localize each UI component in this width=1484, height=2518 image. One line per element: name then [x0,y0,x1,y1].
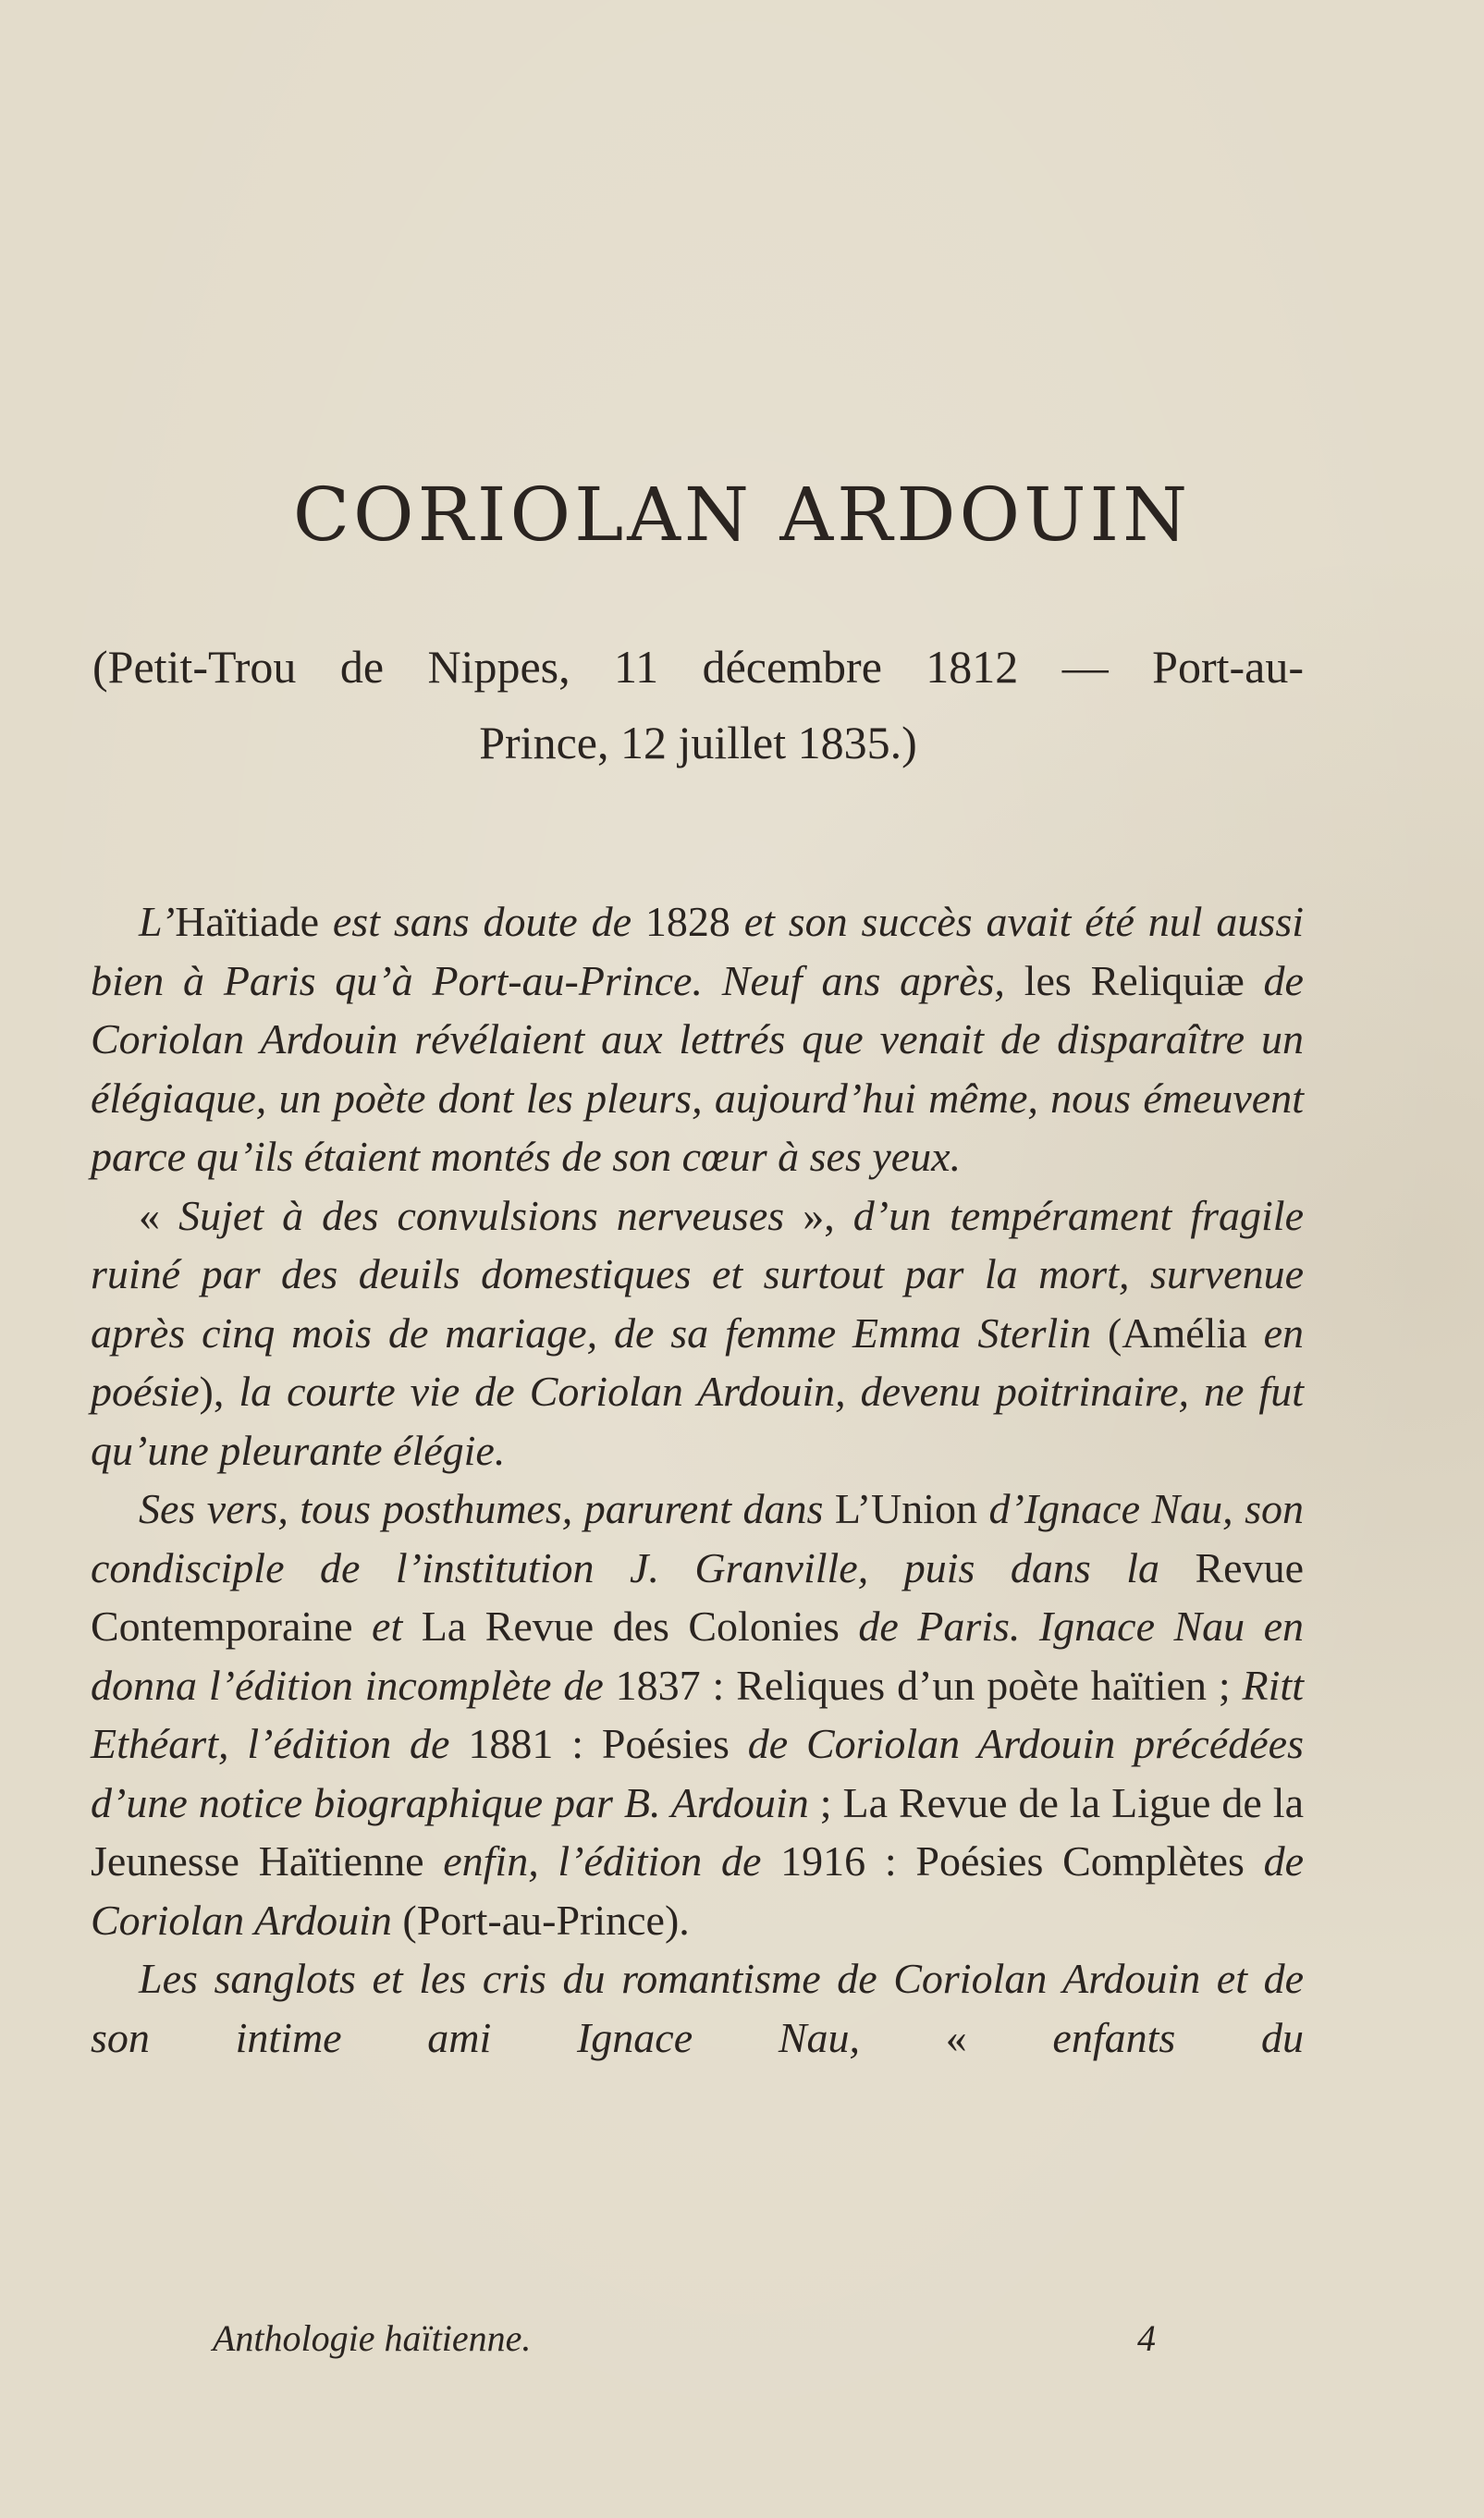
text-run: 1916 : Poésies Complètes [780,1837,1264,1885]
text-run: les Reliquiæ [1024,956,1245,1004]
text-run: ; La Revue de la Ligue de la Jeunesse Haïtienne [91,1778,1304,1885]
author-dates [92,629,1304,780]
text-run: Revue Contemporaine [91,1543,1304,1650]
page-number: 4 [1137,2317,1156,2359]
text-run: et son succès avait été nul aussi bien à Paris qu’à Port-au-Prince. Neuf ans après, [91,898,1305,1004]
text-run: d’un tempérament fragile ruiné par des deuils domestiques et surtout par la mort, survenue après cinq mois de mariage, de sa femme Emma Sterlin [91,1191,1305,1357]
text-run: Haïtiade [175,898,320,945]
text-run: », [784,1191,853,1239]
running-footer-title: Anthologie haïtienne. [213,2317,532,2359]
text-run: ), [199,1368,239,1415]
text-run: L’ [139,898,176,945]
text-run: en poésie [91,1308,1305,1415]
page-title: CORIOLAN ARDOUIN [292,472,1192,558]
text-run: La Revue des Colonies [421,1603,840,1650]
biography-text [91,892,1304,2067]
author-dates-line-2: Prince, 12 juillet 1835.) [479,717,917,768]
text-run: Ses vers, tous posthumes, parurent dans [139,1485,835,1532]
text-run: de Coriolan Ardouin révélaient aux lettrés que venait de disparaître un élégiaque, un poète dont les pleurs, aujourd’hui même, nous émeuvent parce qu’ils étaient montés de son cœur à ses yeux. [91,956,1304,1180]
text-run: enfants du [1052,2013,1304,2061]
text-run: 1828 [644,898,730,945]
text-run: L’Union [834,1485,978,1532]
text-run: d’Ignace Nau, son condisciple de l’institution J. Granville, puis dans la [91,1485,1304,1591]
text-run: Sujet à des convulsions nerveuses [178,1191,785,1239]
text-run: (Port-au-Prince). [391,1896,690,1944]
text-run: la courte vie de Coriolan Ardouin, devenu poitrinaire, ne fut qu’une pleurante élégie. [91,1368,1304,1474]
text-run: « [945,2013,1053,2061]
paragraph-1 [91,892,1304,1186]
text-run: de Paris. Ignace Nau en donna l’édition incomplète de [91,1603,1304,1709]
text-run: de Coriolan Ardouin [91,1837,1304,1944]
page-footer [213,2316,1156,2360]
paragraph-3 [91,1480,1304,1949]
text-run: de Coriolan Ardouin précédées d’une notice biographique par B. Ardouin [91,1720,1304,1826]
text-run: 1837 : Reliques d’un poète haïtien ; [615,1661,1243,1709]
text-run: (Amélia [1107,1308,1264,1357]
author-dates-line-1: (Petit-Trou de Nippes, 11 décembre 1812 — Port-au- [92,641,1304,693]
text-run: Ritt Ethéart, l’édition de [91,1661,1304,1767]
text-run: 1881 : Poésies [468,1720,730,1767]
text-run: enfin, l’édition de [443,1837,781,1885]
text-run: « [139,1191,179,1239]
paragraph-4 [91,1949,1304,2067]
text-run: et [352,1603,422,1650]
text-run: est sans doute de [319,898,645,945]
paragraph-2 [91,1186,1304,1480]
text-run: Les sanglots et les cris du romantisme de Coriolan Ardouin et de son intime ami Ignace Nau, [91,1955,1304,2061]
